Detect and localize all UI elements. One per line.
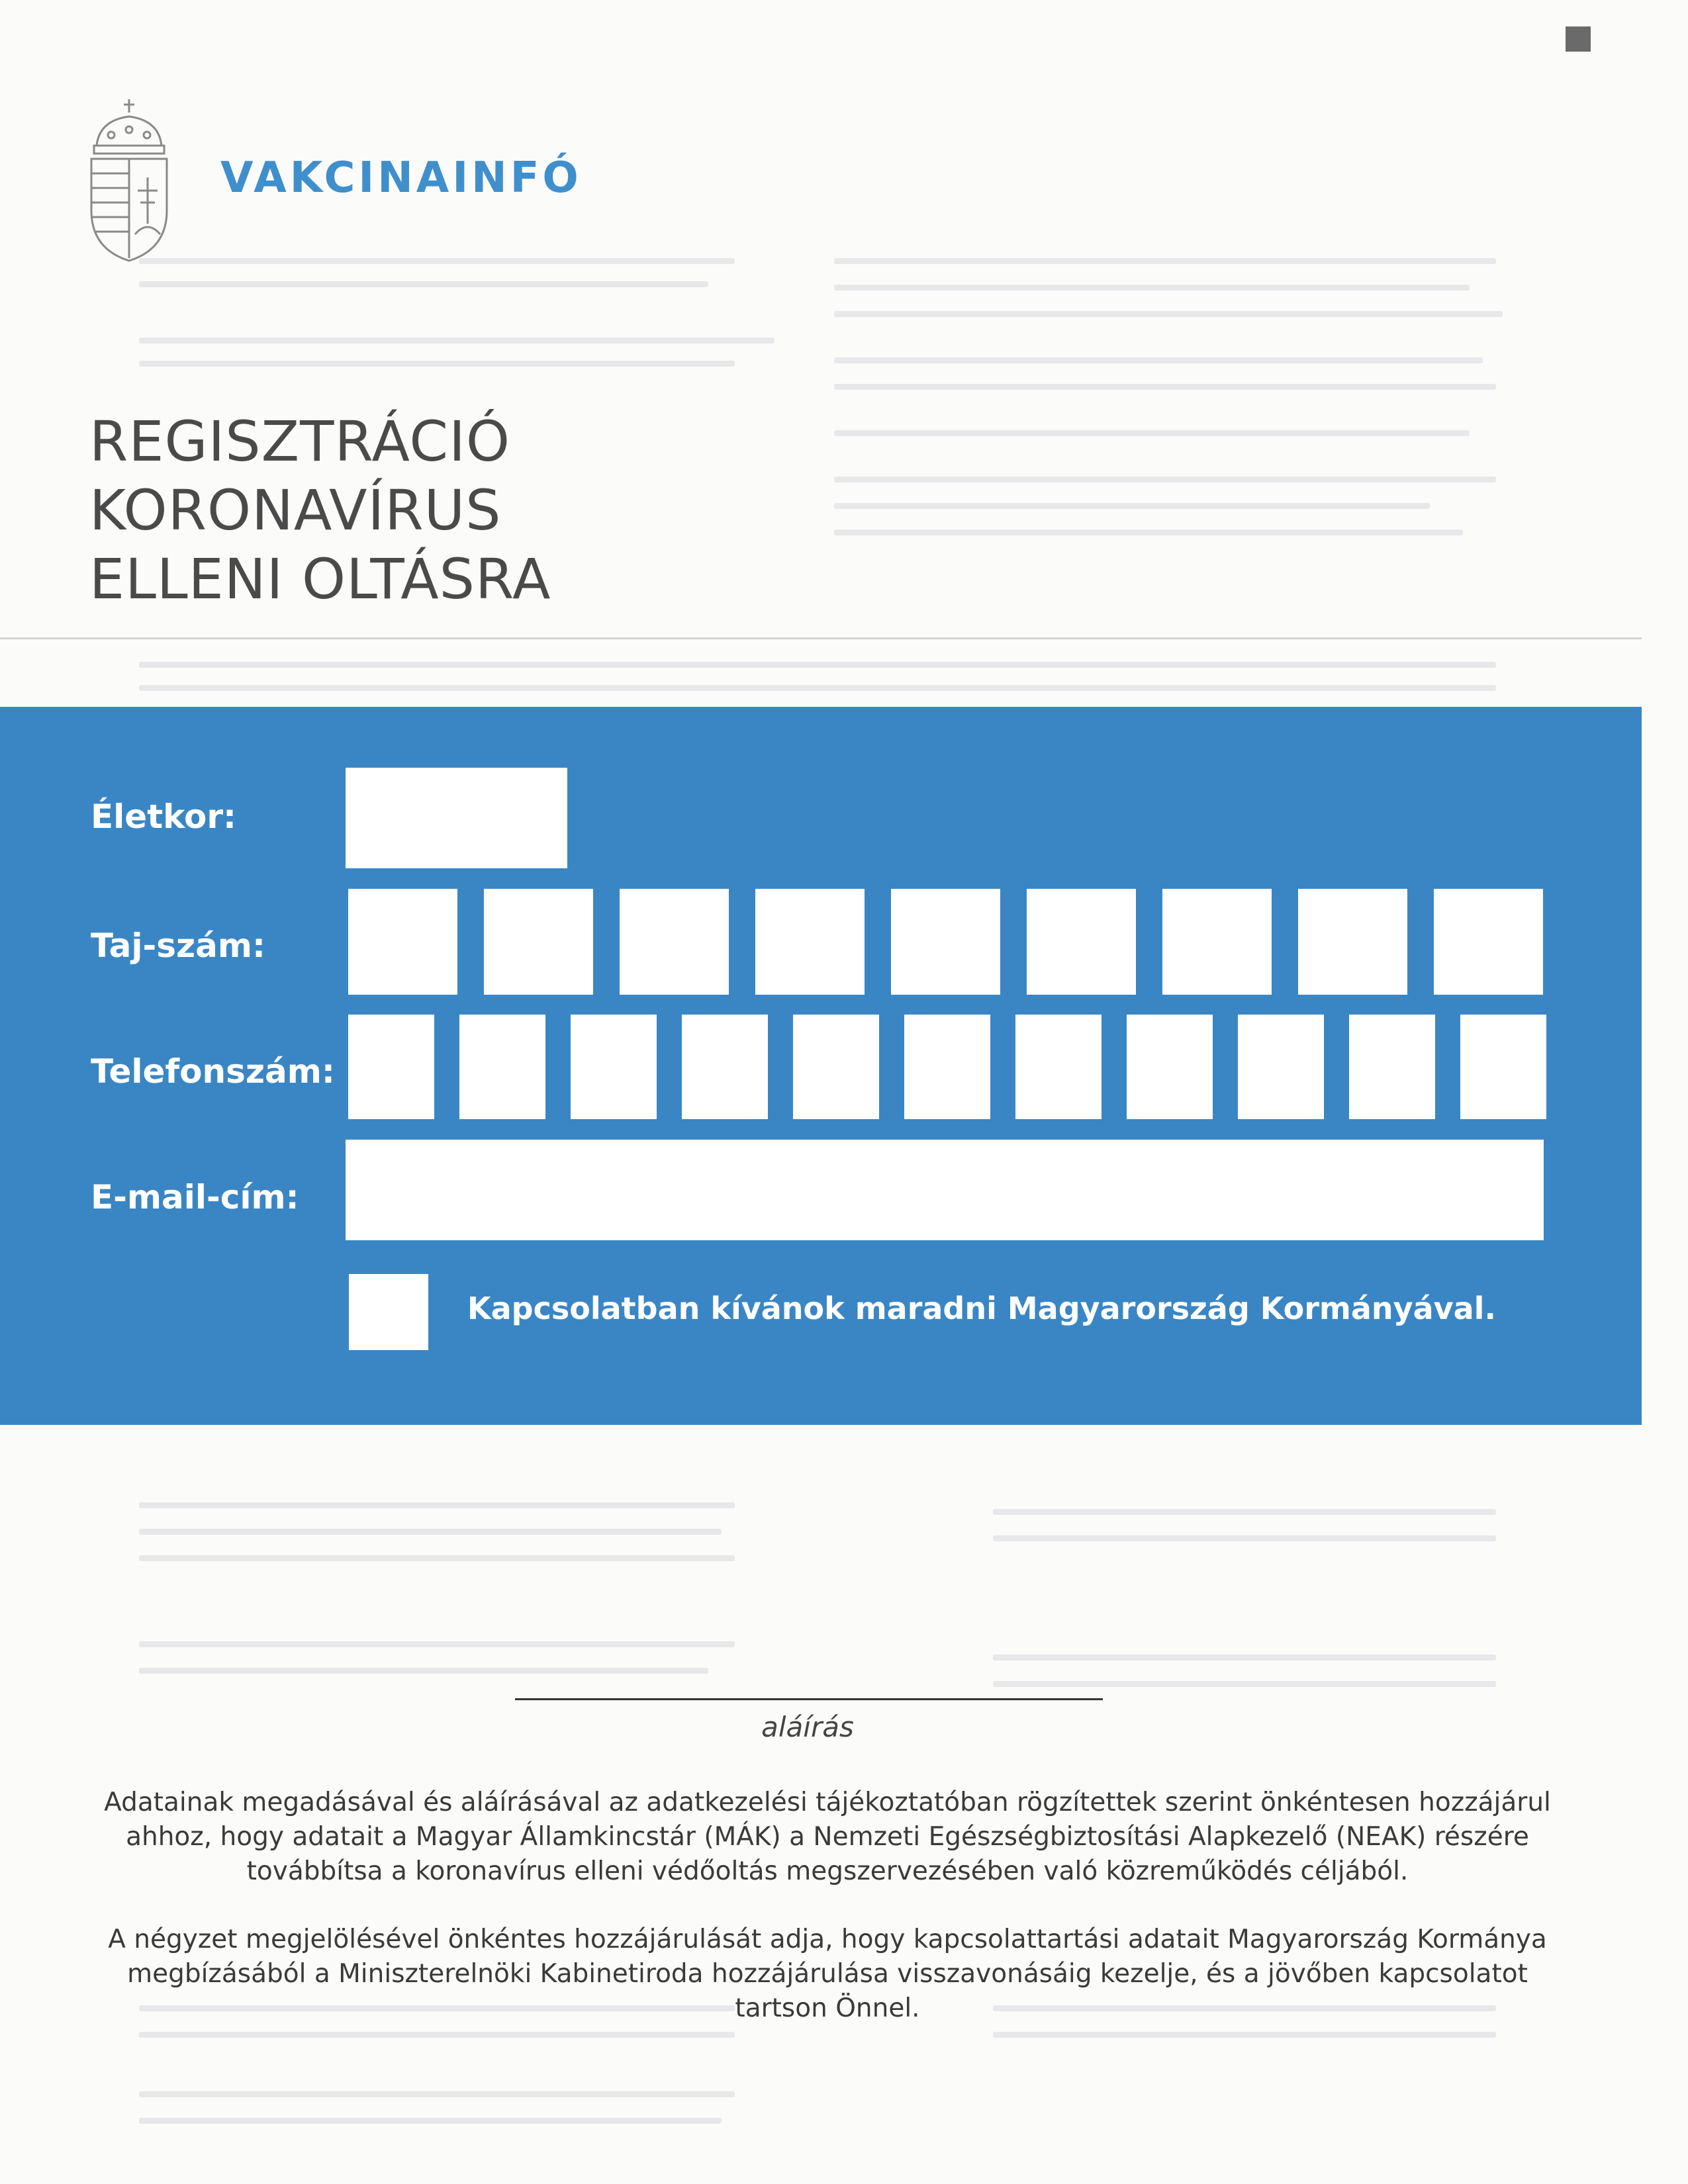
taj-digit-box-5[interactable] [891,889,1000,995]
phone-digit-box-6[interactable] [904,1015,990,1119]
phone-digit-box-10[interactable] [1349,1015,1435,1119]
phone-digit-box-8[interactable] [1127,1015,1213,1119]
phone-digit-box-5[interactable] [793,1015,879,1119]
title-line-2: KORONAVÍRUS [89,478,502,543]
title-line-1: REGISZTRÁCIÓ [89,409,510,474]
phone-digit-box-4[interactable] [682,1015,768,1119]
taj-digit-box-9[interactable] [1434,889,1543,995]
taj-digit-box-2[interactable] [484,889,593,995]
hungarian-coat-of-arms-icon [85,98,173,263]
taj-digit-box-7[interactable] [1162,889,1272,995]
brand-name: VAKCINAINFÓ [220,154,582,203]
phone-digit-box-11[interactable] [1460,1015,1546,1119]
taj-digit-box-3[interactable] [620,889,729,995]
data-processing-paragraph: Adatainak megadásával és aláírásával az adatkezelési tájékoztatóban rögzítettek szerint önkéntesen hozzájárul ahhoz, hogy adatait a Magyar Államkincstár (MÁK) a Nemzeti Egészségbiztosítási Alapkezelő (NEAK) részére továbbítsa a koronavírus elleni védőoltás megszervezésében való közreműködés céljából. [104,1788,1551,1886]
signature-line[interactable] [515,1698,1103,1700]
age-label: Életkor: [91,797,237,836]
taj-label: Taj-szám: [91,927,265,965]
page-title [89,407,551,614]
email-input[interactable] [346,1140,1544,1240]
taj-digit-box-8[interactable] [1298,889,1407,995]
taj-digit-box-1[interactable] [348,889,457,995]
phone-digit-box-7[interactable] [1015,1015,1102,1119]
age-input[interactable] [346,768,567,868]
phone-digit-box-3[interactable] [571,1015,657,1119]
email-label: E-mail-cím: [91,1178,299,1216]
consent-checkbox[interactable] [349,1274,428,1350]
registration-mark [1566,26,1591,52]
phone-digit-box-1[interactable] [348,1015,434,1119]
taj-digit-box-6[interactable] [1027,889,1136,995]
consent-checkbox-label: Kapcsolatban kívánok maradni Magyarország Kormányával. [467,1291,1496,1326]
signature-label: aláírás [761,1711,854,1743]
phone-digit-box-2[interactable] [459,1015,545,1119]
paper-fold-line [0,637,1642,639]
phone-digit-box-9[interactable] [1238,1015,1324,1119]
phone-label: Telefonszám: [91,1052,335,1091]
taj-digit-box-4[interactable] [755,889,865,995]
title-line-3: ELLENI OLTÁSRA [89,547,551,612]
contact-consent-paragraph: A négyzet megjelölésével önkéntes hozzájárulását adja, hogy kapcsolattartási adatait Magyarország Kormánya megbízásából a Miniszterelnöki Kabinetiroda hozzájárulása visszavonásáig kezelje, és a jövőben kapcsolatot tartson Önnel. [108,1925,1547,2023]
